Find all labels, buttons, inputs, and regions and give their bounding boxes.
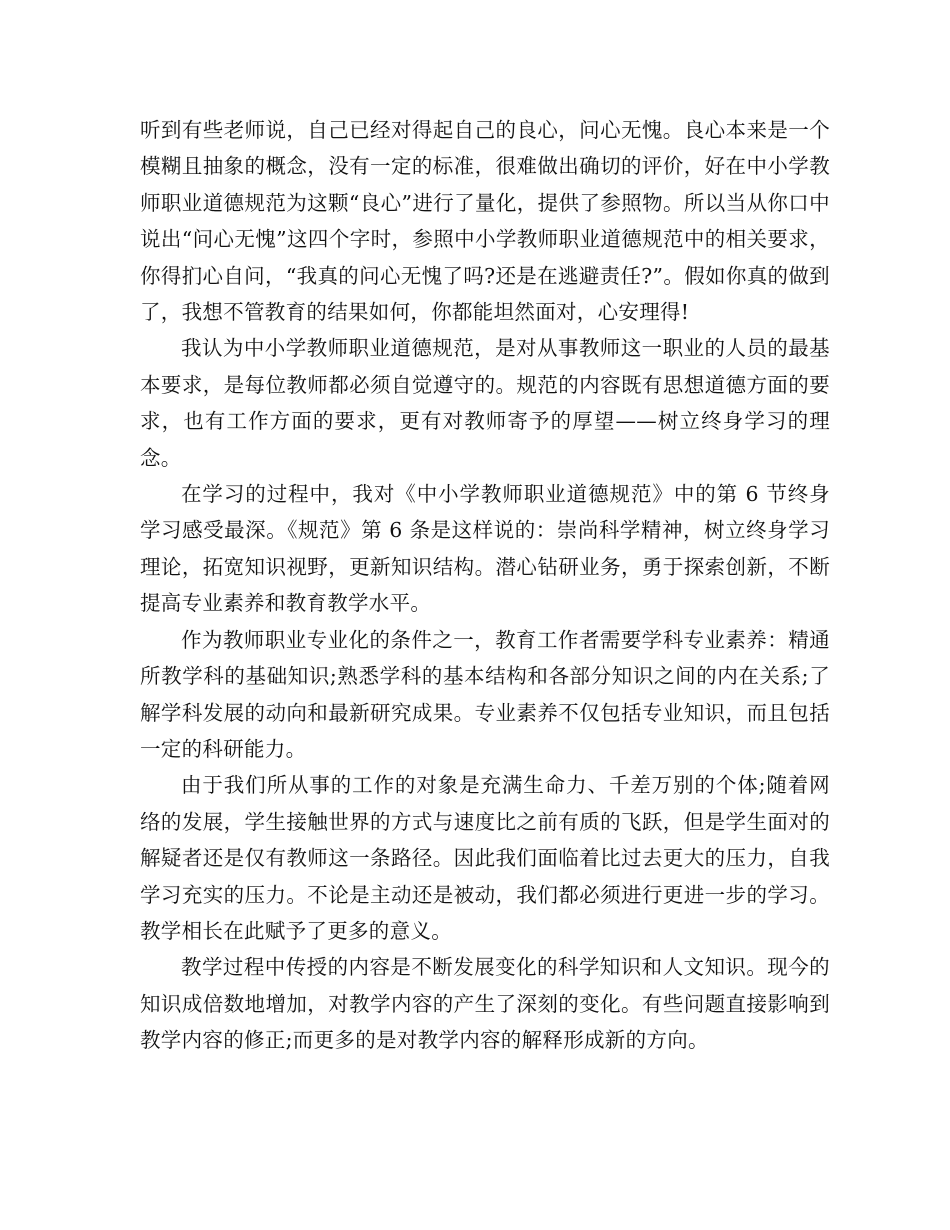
paragraph-3: 在学习的过程中，我对《中小学教师职业道德规范》中的第 6 节终身学习感受最深。《规范》第 6 条是这样说的：崇尚科学精神，树立终身学习理论，拓宽知识视野，更新知识结构。潜心钻研业务，勇于探索创新，不断提高专业素养和教育教学水平。 xyxy=(140,482,830,616)
paragraph-4: 作为教师职业专业化的条件之一，教育工作者需要学科专业素养：精通所教学科的基础知识;熟悉学科的基本结构和各部分知识之间的内在关系;了解学科发展的动向和最新研究成果。专业素养不仅包括专业知识，而且包括一定的科研能力。 xyxy=(140,627,830,761)
paragraph-5: 由于我们所从事的工作的对象是充满生命力、千差万别的个体;随着网络的发展，学生接触世界的方式与速度比之前有质的飞跃，但是学生面对的解疑者还是仅有教师这一条路径。因此我们面临着比过去更大的压力，自我学习充实的压力。不论是主动还是被动，我们都必须进行更进一步的学习。教学相长在此赋予了更多的意义。 xyxy=(140,773,830,943)
document-body xyxy=(140,112,830,1059)
paragraph-2: 我认为中小学教师职业道德规范，是对从事教师这一职业的人员的最基本要求，是每位教师都必须自觉遵守的。规范的内容既有思想道德方面的要求，也有工作方面的要求，更有对教师寄予的厚望——树立终身学习的理念。 xyxy=(140,336,830,470)
paragraph-1: 听到有些老师说，自己已经对得起自己的良心，问心无愧。良心本来是一个模糊且抽象的概念，没有一定的标准，很难做出确切的评价，好在中小学教师职业道德规范为这颗“良心”进行了量化，提供了参照物。所以当从你口中说出“问心无愧”这四个字时，参照中小学教师职业道德规范中的相关要求，你得扪心自问，“我真的问心无愧了吗?还是在逃避责任?”。假如你真的做到了，我想不管教育的结果如何，你都能坦然面对，心安理得! xyxy=(140,118,830,325)
paragraph-6: 教学过程中传授的内容是不断发展变化的科学知识和人文知识。现今的知识成倍数地增加，对教学内容的产生了深刻的变化。有些问题直接影响到教学内容的修正;而更多的是对教学内容的解释形成新的方向。 xyxy=(140,955,830,1053)
